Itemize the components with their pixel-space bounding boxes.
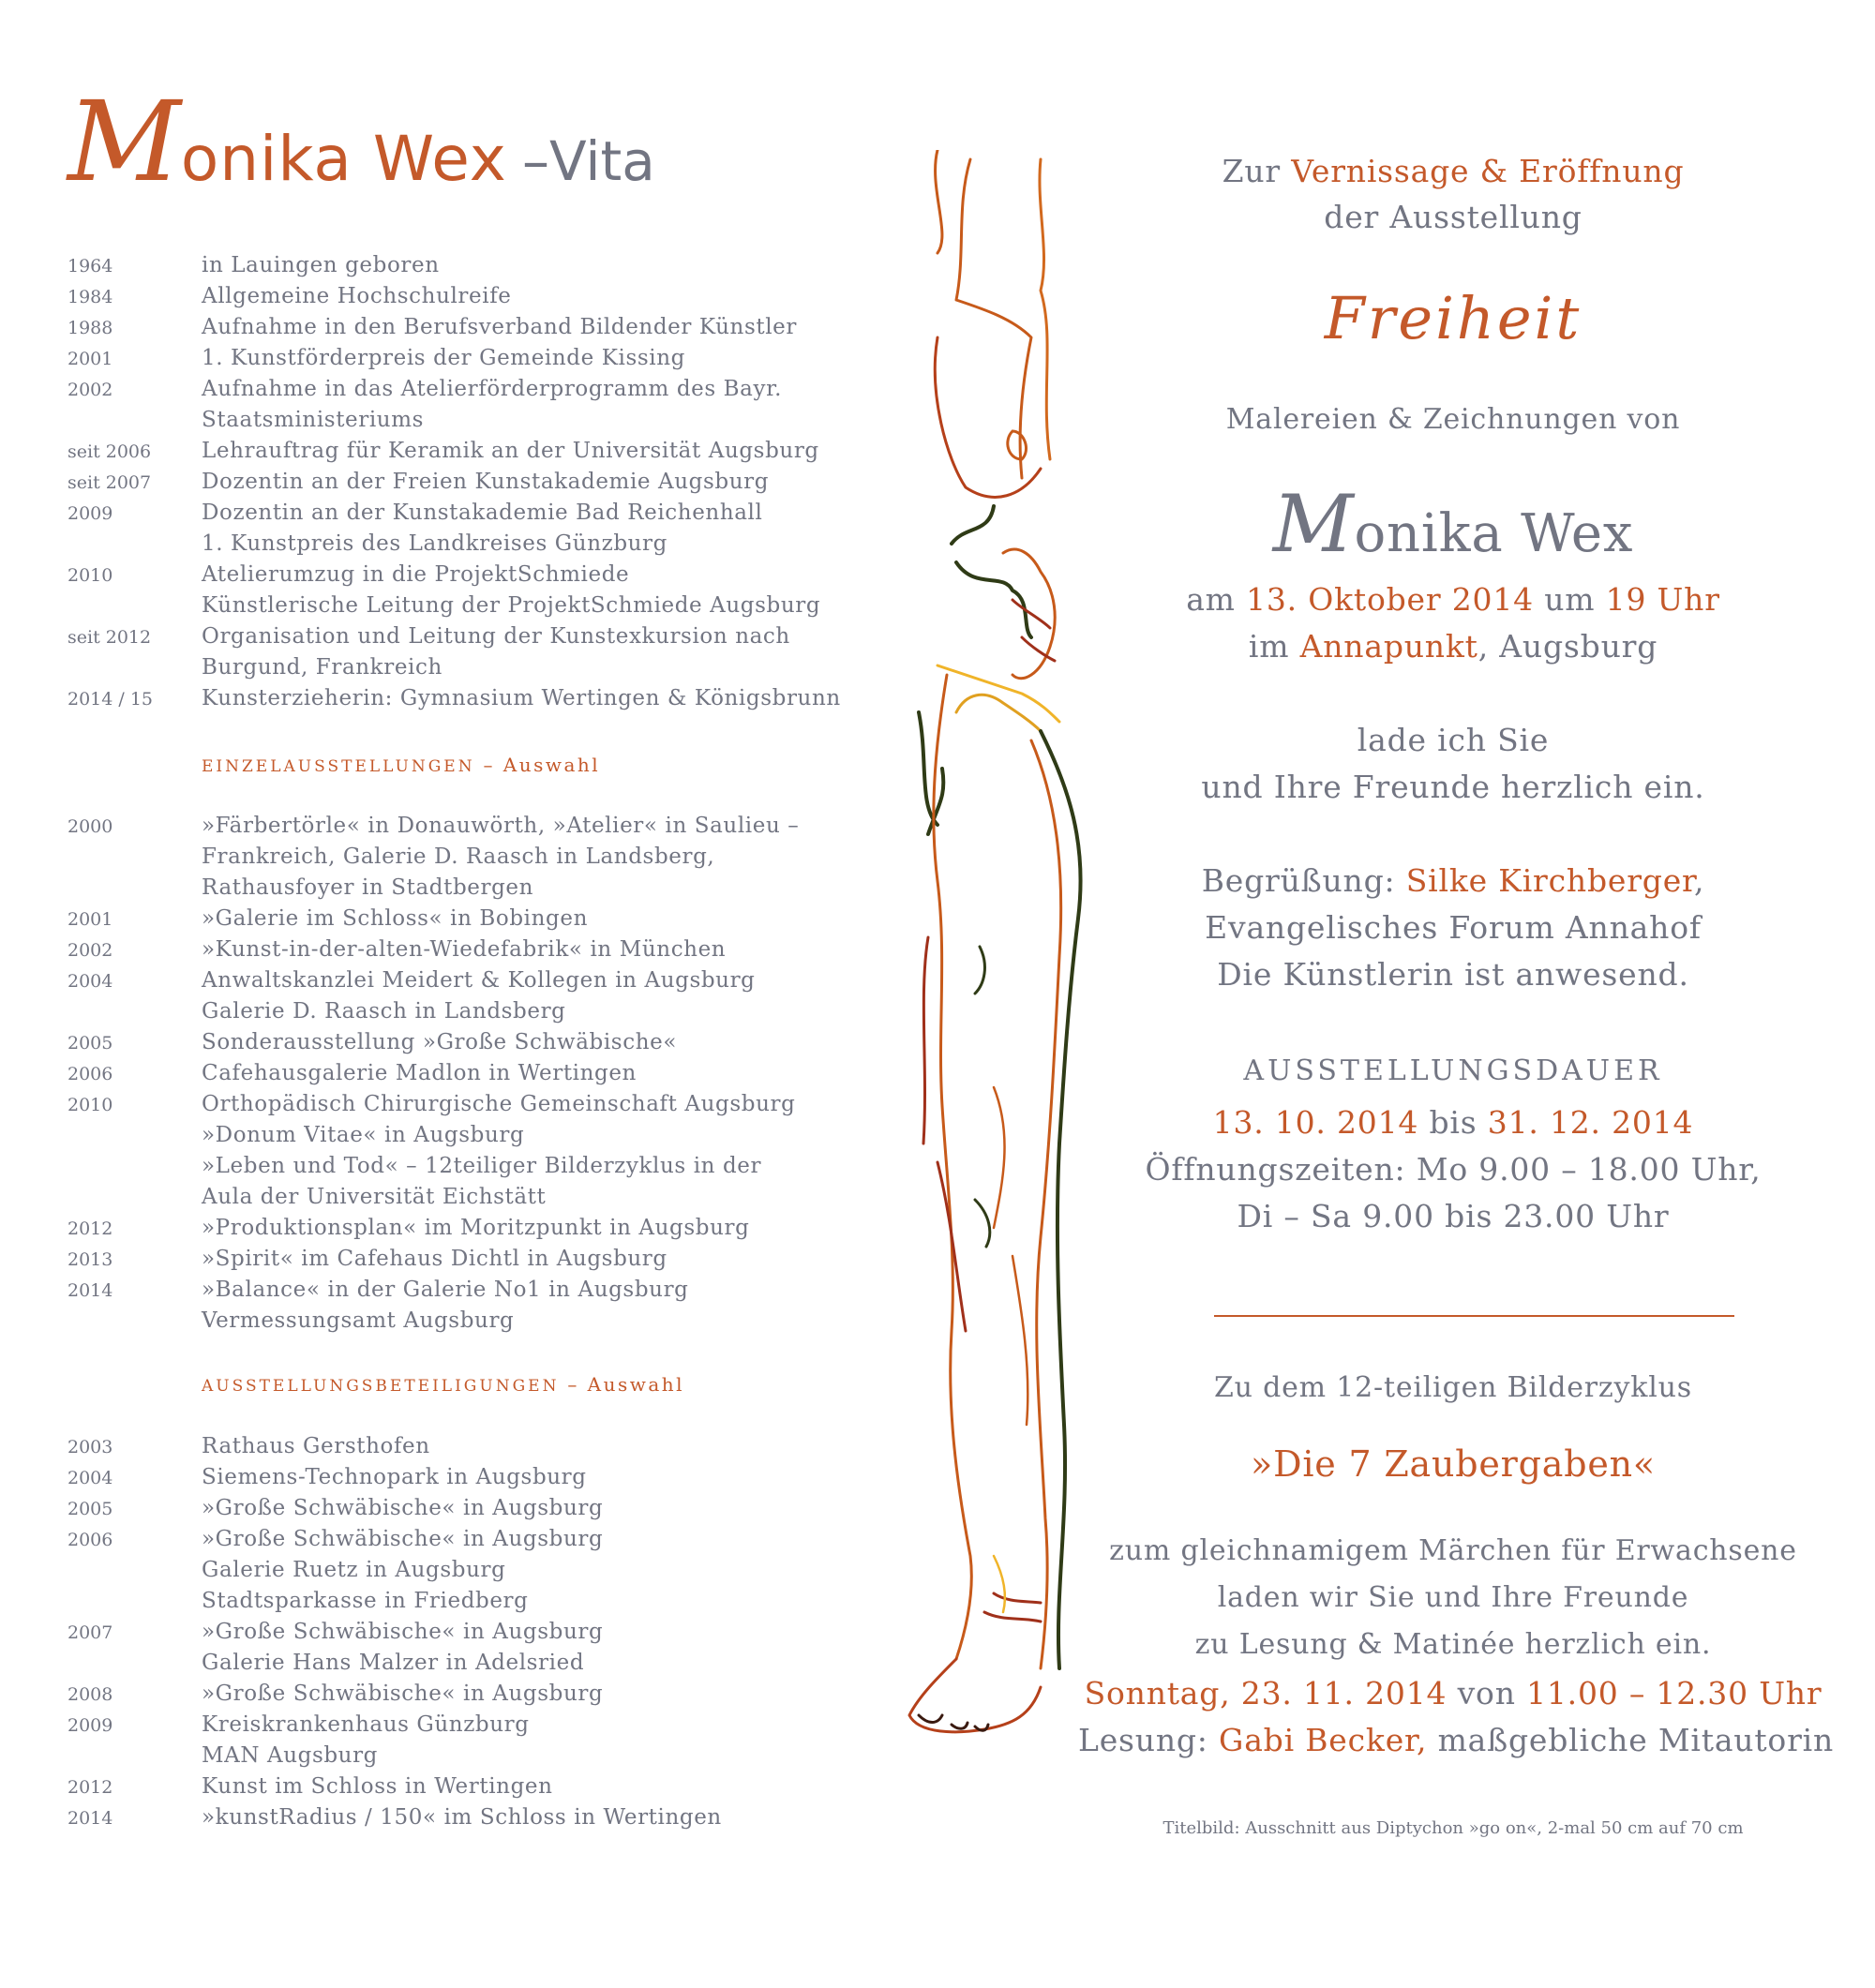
cycle-intro: Zu dem 12-teiligen Bilderzyklus [1214, 1371, 1692, 1404]
vita-row [68, 439, 892, 470]
vita-row [68, 1651, 892, 1682]
duration-line [1078, 1104, 1828, 1141]
vita-text: Anwaltskanzlei Meidert & Kollegen in Augsburg [202, 968, 756, 993]
opening-hours-2: Di – Sa 9.00 bis 23.00 Uhr [1237, 1198, 1670, 1234]
solo-heading-suffix: – Auswahl [483, 754, 601, 776]
vita-row [68, 1434, 892, 1465]
vita-entries-list [68, 253, 892, 717]
vita-text: Galerie D. Raasch in Landsberg [202, 999, 566, 1024]
vita-row [68, 531, 892, 562]
vita-row [68, 686, 892, 717]
vita-row [68, 906, 892, 937]
vita-row [68, 346, 892, 377]
artist-present: Die Künstlerin ist anwesend. [1217, 956, 1689, 993]
vita-row [68, 655, 892, 686]
duration-bis: bis [1429, 1104, 1478, 1141]
vita-year: 2014 [68, 1808, 113, 1829]
vita-text: »Große Schwäbische« in Augsburg [202, 1682, 604, 1706]
cycle-line-1: zum gleichnamigem Märchen für Erwachsene [1109, 1534, 1797, 1567]
vita-text: Kreiskrankenhaus Günzburg [202, 1712, 530, 1737]
event-date-line [1078, 581, 1828, 618]
vita-text: »Kunst-in-der-alten-Wiedefabrik« in München [202, 937, 727, 962]
vita-row [68, 1465, 892, 1496]
venue-city: , Augsburg [1478, 628, 1658, 665]
vita-row [68, 408, 892, 439]
vita-text: Burgund, Frankreich [202, 655, 442, 680]
vita-year: 2003 [68, 1437, 113, 1457]
vita-row [68, 1061, 892, 1092]
date-um: um [1544, 581, 1596, 618]
vita-row [68, 968, 892, 999]
vita-row [68, 253, 892, 284]
vita-text: »Leben und Tod« – 12teiliger Bilderzyklus in der [202, 1154, 762, 1178]
matinee-von: von [1457, 1675, 1516, 1711]
solo-exhibitions-list [68, 814, 892, 1339]
event-date: 13. Oktober 2014 [1246, 581, 1534, 618]
venue-name: Annapunkt [1299, 628, 1478, 665]
greeting-label: Begrüßung: [1201, 862, 1396, 899]
greeting-speaker: Silke Kirchberger [1405, 862, 1694, 899]
cycle-title: »Die 7 Zaubergaben« [1251, 1443, 1656, 1485]
vita-row [68, 1558, 892, 1589]
vita-year: 2005 [68, 1033, 113, 1054]
venue-line [1078, 628, 1828, 665]
cycle-line-3: zu Lesung & Matinée herzlich ein. [1194, 1628, 1712, 1661]
vita-text: »Große Schwäbische« in Augsburg [202, 1496, 604, 1520]
vita-title-suffix: Vita [548, 129, 655, 193]
solo-heading-label: EINZELAUSSTELLUNGEN [202, 757, 475, 776]
vita-row [68, 562, 892, 593]
vita-row [68, 377, 892, 408]
solo-exhibitions-heading [202, 754, 600, 776]
vita-text: Allgemeine Hochschulreife [202, 284, 512, 308]
vita-text: Organisation und Leitung der Kunstexkursion nach [202, 624, 790, 649]
vita-text: Aufnahme in das Atelierförderprogramm des Bayr. [202, 377, 783, 401]
vita-year: 2008 [68, 1684, 113, 1705]
reading-role: maßgebliche Mitautorin [1437, 1722, 1835, 1758]
exhibition-title: Freiheit [1324, 284, 1582, 352]
vita-text: »Spirit« im Cafehaus Dichtl in Augsburg [202, 1247, 668, 1271]
duration-start: 13. 10. 2014 [1212, 1104, 1419, 1141]
vita-text: Aufnahme in den Berufsverband Bildender Künstler [202, 315, 797, 339]
vita-text: »Färbertörle« in Donauwörth, »Atelier« in Saulieu – [202, 814, 800, 838]
vita-row [68, 315, 892, 346]
duration-end: 31. 12. 2014 [1487, 1104, 1694, 1141]
event-time: 19 Uhr [1605, 581, 1720, 618]
vita-row [68, 470, 892, 501]
greeting-line [1078, 862, 1828, 899]
vita-text: Kunsterzieherin: Gymnasium Wertingen & Königsbrunn [202, 686, 841, 710]
vita-row [68, 814, 892, 845]
vita-text: Galerie Ruetz in Augsburg [202, 1558, 506, 1582]
vita-year: seit 2006 [68, 441, 152, 462]
group-exhibitions-heading [202, 1373, 684, 1396]
vita-text: Lehrauftrag für Keramik an der Universität Augsburg [202, 439, 819, 463]
vita-year: 2009 [68, 1715, 113, 1736]
vita-text: Cafehausgalerie Madlon in Wertingen [202, 1061, 637, 1085]
intro-vernissage: Vernissage & Eröffnung [1291, 153, 1685, 189]
vita-text: Rathaus Gersthofen [202, 1434, 430, 1458]
vita-text: Dozentin an der Freien Kunstakademie Augsburg [202, 470, 770, 494]
vita-row [68, 875, 892, 906]
artist-name-initial: M [1272, 478, 1355, 570]
vita-text: Rathausfoyer in Stadtbergen [202, 875, 534, 900]
vita-row [68, 1620, 892, 1651]
vita-text: Orthopädisch Chirurgische Gemeinschaft Augsburg [202, 1092, 796, 1116]
group-heading-label: AUSSTELLUNGSBETEILIGUNGEN [202, 1377, 560, 1396]
vita-text: »kunstRadius / 150« im Schloss in Wertingen [202, 1805, 722, 1830]
intro-zur: Zur [1222, 153, 1281, 189]
vita-row [68, 999, 892, 1030]
vita-text: Frankreich, Galerie D. Raasch in Landsberg, [202, 845, 715, 869]
vita-year: 2009 [68, 503, 113, 524]
group-exhibitions-list [68, 1434, 892, 1836]
vita-row [68, 1278, 892, 1308]
vita-row [68, 1308, 892, 1339]
reading-line [1078, 1722, 1835, 1758]
vita-text: 1. Kunstpreis des Landkreises Günzburg [202, 531, 668, 556]
vita-text: »Produktionsplan« im Moritzpunkt in Augsburg [202, 1216, 750, 1240]
vita-year: 2010 [68, 1095, 113, 1115]
vita-title-dash: – [521, 129, 549, 193]
vita-text: Galerie Hans Malzer in Adelsried [202, 1651, 585, 1675]
vita-year: 2006 [68, 1064, 113, 1084]
reading-author: Gabi Becker, [1219, 1722, 1428, 1758]
matinee-line [1078, 1675, 1828, 1711]
vita-year: 2012 [68, 1777, 113, 1798]
vita-row [68, 937, 892, 968]
greeting-org: Evangelisches Forum Annahof [1205, 909, 1702, 946]
vita-text: Dozentin an der Kunstakademie Bad Reichenhall [202, 501, 763, 525]
vita-text: Atelierumzug in die ProjektSchmiede [202, 562, 630, 587]
vita-year: 1964 [68, 256, 113, 277]
exhibition-subtitle: Malereien & Zeichnungen von [1225, 403, 1681, 436]
vita-year: 2012 [68, 1218, 113, 1239]
vita-year: 2014 / 15 [68, 689, 154, 710]
invite-line-2: und Ihre Freunde herzlich ein. [1201, 769, 1705, 805]
vita-year: seit 2012 [68, 627, 152, 648]
vita-row [68, 1589, 892, 1620]
vita-row [68, 1123, 892, 1154]
vita-text: 1. Kunstförderpreis der Gemeinde Kissing [202, 346, 685, 370]
vita-year: 2002 [68, 940, 113, 961]
vita-row [68, 845, 892, 875]
vita-year: 2004 [68, 971, 113, 992]
vita-row [68, 1496, 892, 1527]
intro-line-2: der Ausstellung [1324, 199, 1582, 235]
vita-row [68, 284, 892, 315]
reading-label: Lesung: [1078, 1722, 1208, 1758]
matinee-time: 11.00 – 12.30 Uhr [1526, 1675, 1822, 1711]
vita-text: »Große Schwäbische« in Augsburg [202, 1620, 604, 1644]
vita-row [68, 1247, 892, 1278]
vita-row [68, 1185, 892, 1216]
venue-prefix: im [1248, 628, 1290, 665]
greeting-comma: , [1694, 862, 1705, 899]
vita-year: 1988 [68, 318, 113, 338]
vita-row [68, 1743, 892, 1774]
vita-row [68, 1805, 892, 1836]
vita-year: 2004 [68, 1468, 113, 1488]
vita-year: 2001 [68, 909, 113, 930]
vita-row [68, 1216, 892, 1247]
vita-row [68, 1774, 892, 1805]
duration-heading: AUSSTELLUNGSDAUER [1243, 1054, 1663, 1087]
vita-row [68, 1527, 892, 1558]
vita-row [68, 1092, 892, 1123]
vita-text: in Lauingen geboren [202, 253, 440, 277]
vita-text: »Donum Vitae« in Augsburg [202, 1123, 525, 1147]
vita-year: 2013 [68, 1249, 113, 1270]
vita-text: Aula der Universität Eichstätt [202, 1185, 547, 1209]
vita-row [68, 1030, 892, 1061]
vita-year: 1984 [68, 287, 113, 307]
vita-text: »Balance« in der Galerie No1 in Augsburg [202, 1278, 689, 1302]
vita-year: 2010 [68, 565, 113, 586]
vita-text: MAN Augsburg [202, 1743, 378, 1768]
vita-year: 2007 [68, 1622, 113, 1643]
intro-line-1 [1078, 153, 1828, 189]
image-caption: Titelbild: Ausschnitt aus Diptychon »go on«, 2-mal 50 cm auf 70 cm [1162, 1818, 1744, 1838]
vita-year: 2006 [68, 1530, 113, 1550]
date-prefix: am [1186, 581, 1236, 618]
vita-row [68, 501, 892, 531]
artist-name-rest: onika Wex [1354, 503, 1634, 564]
artist-name [1078, 478, 1828, 570]
vita-year: 2001 [68, 349, 113, 369]
vita-title [68, 77, 655, 206]
opening-hours-1: Öffnungszeiten: Mo 9.00 – 18.00 Uhr, [1145, 1151, 1762, 1188]
vita-year: 2005 [68, 1499, 113, 1519]
vita-text: Staatsministeriums [202, 408, 425, 432]
vita-year: 2000 [68, 816, 113, 837]
vita-year: seit 2007 [68, 472, 152, 493]
invite-line-1: lade ich Sie [1357, 722, 1550, 758]
vita-text: Siemens-Technopark in Augsburg [202, 1465, 587, 1489]
vita-year: 2014 [68, 1280, 113, 1301]
vita-row [68, 1154, 892, 1185]
vita-row [68, 1712, 892, 1743]
matinee-date: Sonntag, 23. 11. 2014 [1084, 1675, 1448, 1711]
vita-row [68, 593, 892, 624]
vita-title-name: onika Wex [180, 123, 507, 195]
vita-title-initial: M [68, 77, 181, 206]
vita-text: Kunst im Schloss in Wertingen [202, 1774, 553, 1799]
vita-text: Künstlerische Leitung der ProjektSchmiede Augsburg [202, 593, 821, 618]
section-divider [1214, 1315, 1734, 1317]
vita-text: Stadtsparkasse in Friedberg [202, 1589, 529, 1613]
vita-text: »Große Schwäbische« in Augsburg [202, 1527, 604, 1551]
vita-text: Sonderausstellung »Große Schwäbische« [202, 1030, 677, 1054]
vita-year: 2002 [68, 380, 113, 400]
group-heading-suffix: – Auswahl [567, 1373, 685, 1396]
cycle-line-2: laden wir Sie und Ihre Freunde [1217, 1581, 1689, 1614]
vita-row [68, 624, 892, 655]
vita-text: »Galerie im Schloss« in Bobingen [202, 906, 588, 931]
vita-text: Vermessungsamt Augsburg [202, 1308, 515, 1333]
vita-row [68, 1682, 892, 1712]
